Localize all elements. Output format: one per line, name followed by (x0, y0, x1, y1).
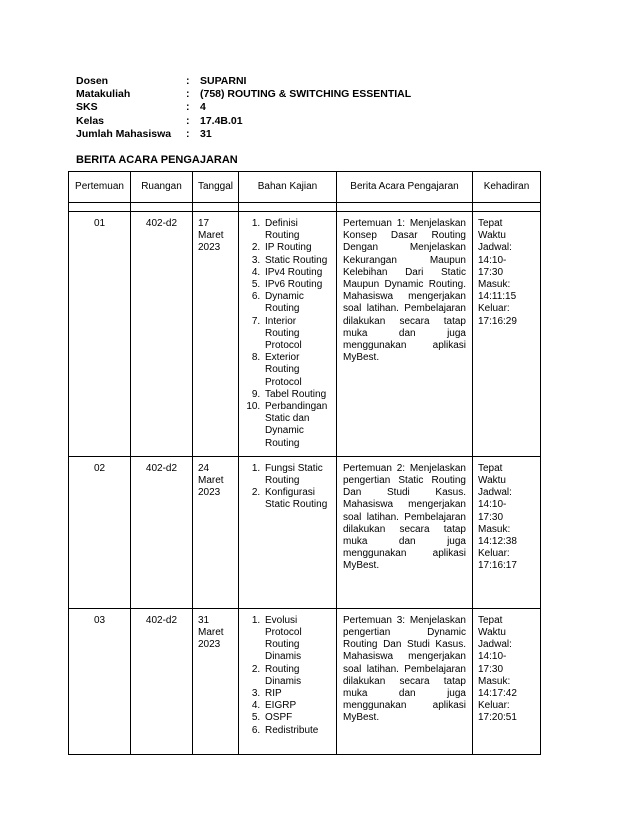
info-value: 17.4B.01 (200, 114, 243, 127)
cell-berita-acara: Pertemuan 1: Menjelaskan Konsep Dasar Routing Dengan Menjelaskan Kekurangan Maupun Kelebihan Dari Static Maupun Dynamic Routing. Mahasiswa mengerjakan soal latihan. Pembelajaran dilakukan secara tatap muka dan juga menggunakan aplikasi MyBest. (337, 212, 473, 457)
header-ruangan: Ruangan (131, 172, 193, 203)
table-row (69, 212, 541, 457)
table-row (69, 608, 541, 754)
cell-tanggal: 24 Maret 2023 (193, 456, 239, 608)
info-value: (758) ROUTING & SWITCHING ESSENTIAL (200, 88, 412, 101)
cell-berita-acara: Pertemuan 2: Menjelaskan pengertian Static Routing Dan Studi Kasus. Mahasiswa mengerjakan soal latihan. Pembelajaran dilakukan secara tatap muka dan juga menggunakan aplikasi MyBest. (337, 456, 473, 608)
cell-ruangan: 402-d2 (131, 212, 193, 457)
info-row-matakuliah: Matakuliah : (758) ROUTING & SWITCHING ESSENTIAL (76, 88, 412, 101)
list-item: 5. IPv6 Routing (263, 279, 331, 291)
cell-pertemuan: 02 (69, 456, 131, 608)
info-label: SKS (76, 101, 98, 114)
cell-bahan-kajian (239, 608, 337, 754)
list-item: 1. Evolusi Protocol Routing Dinamis (263, 615, 331, 664)
cell-bahan-kajian (239, 212, 337, 457)
header-bahan-kajian: Bahan Kajian (239, 172, 337, 203)
teaching-record-table (68, 171, 541, 755)
course-info (76, 75, 411, 141)
list-item: 2. IP Routing (263, 242, 331, 254)
list-item: 9. Tabel Routing (263, 389, 331, 401)
list-item: 7. Interior Routing Protocol (263, 316, 331, 353)
list-item: 1. Fungsi Static Routing (263, 463, 331, 487)
header-pertemuan: Pertemuan (69, 172, 131, 203)
list-item: 6. Dynamic Routing (263, 291, 331, 315)
cell-ruangan: 402-d2 (131, 456, 193, 608)
info-row-kelas: Kelas : 17.4B.01 (76, 114, 243, 127)
list-item: 8. Exterior Routing Protocol (263, 352, 331, 389)
cell-ruangan: 402-d2 (131, 608, 193, 754)
info-row-jumlah-mahasiswa: Jumlah Mahasiswa : 31 (76, 127, 212, 140)
header-tanggal: Tanggal (193, 172, 239, 203)
cell-kehadiran: Tepat Waktu Jadwal: 14:10- 17:30 Masuk: 14:12:38 Keluar: 17:16:17 (473, 456, 541, 608)
info-label: Kelas (76, 114, 105, 127)
list-item: 6. Redistribute (263, 725, 331, 737)
table-header-row (69, 172, 541, 203)
cell-kehadiran: Tepat Waktu Jadwal: 14:10- 17:30 Masuk: 14:11:15 Keluar: 17:16:29 (473, 212, 541, 457)
header-kehadiran: Kehadiran (473, 172, 541, 203)
header-berita-acara: Berita Acara Pengajaran (337, 172, 473, 203)
info-row-dosen: Dosen : SUPARNI (76, 75, 247, 87)
list-item: 4. EIGRP (263, 700, 331, 712)
cell-pertemuan: 03 (69, 608, 131, 754)
info-label: Dosen (76, 75, 109, 87)
info-row-sks: SKS : 4 (76, 101, 206, 114)
cell-bahan-kajian (239, 456, 337, 608)
info-label: Matakuliah (76, 88, 131, 101)
info-value: SUPARNI (200, 75, 247, 87)
info-value: 4 (200, 101, 206, 114)
list-item: 3. Static Routing (263, 255, 331, 267)
info-value: 31 (200, 127, 212, 140)
cell-kehadiran: Tepat Waktu Jadwal: 14:10- 17:30 Masuk: 14:17:42 Keluar: 17:20:51 (473, 608, 541, 754)
cell-tanggal: 17 Maret 2023 (193, 212, 239, 457)
cell-pertemuan: 01 (69, 212, 131, 457)
list-item: 4. IPv4 Routing (263, 267, 331, 279)
list-item: 2. Konfigurasi Static Routing (263, 487, 331, 511)
info-label: Jumlah Mahasiswa (76, 127, 172, 140)
list-item: 1. Definisi Routing (263, 218, 331, 242)
section-title: BERITA ACARA PENGAJARAN (76, 154, 238, 166)
list-item: 3. RIP (263, 688, 331, 700)
table-gap-row (69, 203, 541, 212)
cell-berita-acara: Pertemuan 3: Menjelaskan pengertian Dynamic Routing Dan Studi Kasus. Mahasiswa mengerjakan soal latihan. Pembelajaran dilakukan secara tatap muka dan juga menggunakan aplikasi MyBest. (337, 608, 473, 754)
table-row (69, 456, 541, 608)
list-item: 10. Perbandingan Static dan Dynamic Routing (263, 401, 331, 450)
cell-tanggal: 31 Maret 2023 (193, 608, 239, 754)
list-item: 2. Routing Dinamis (263, 664, 331, 688)
list-item: 5. OSPF (263, 712, 331, 724)
